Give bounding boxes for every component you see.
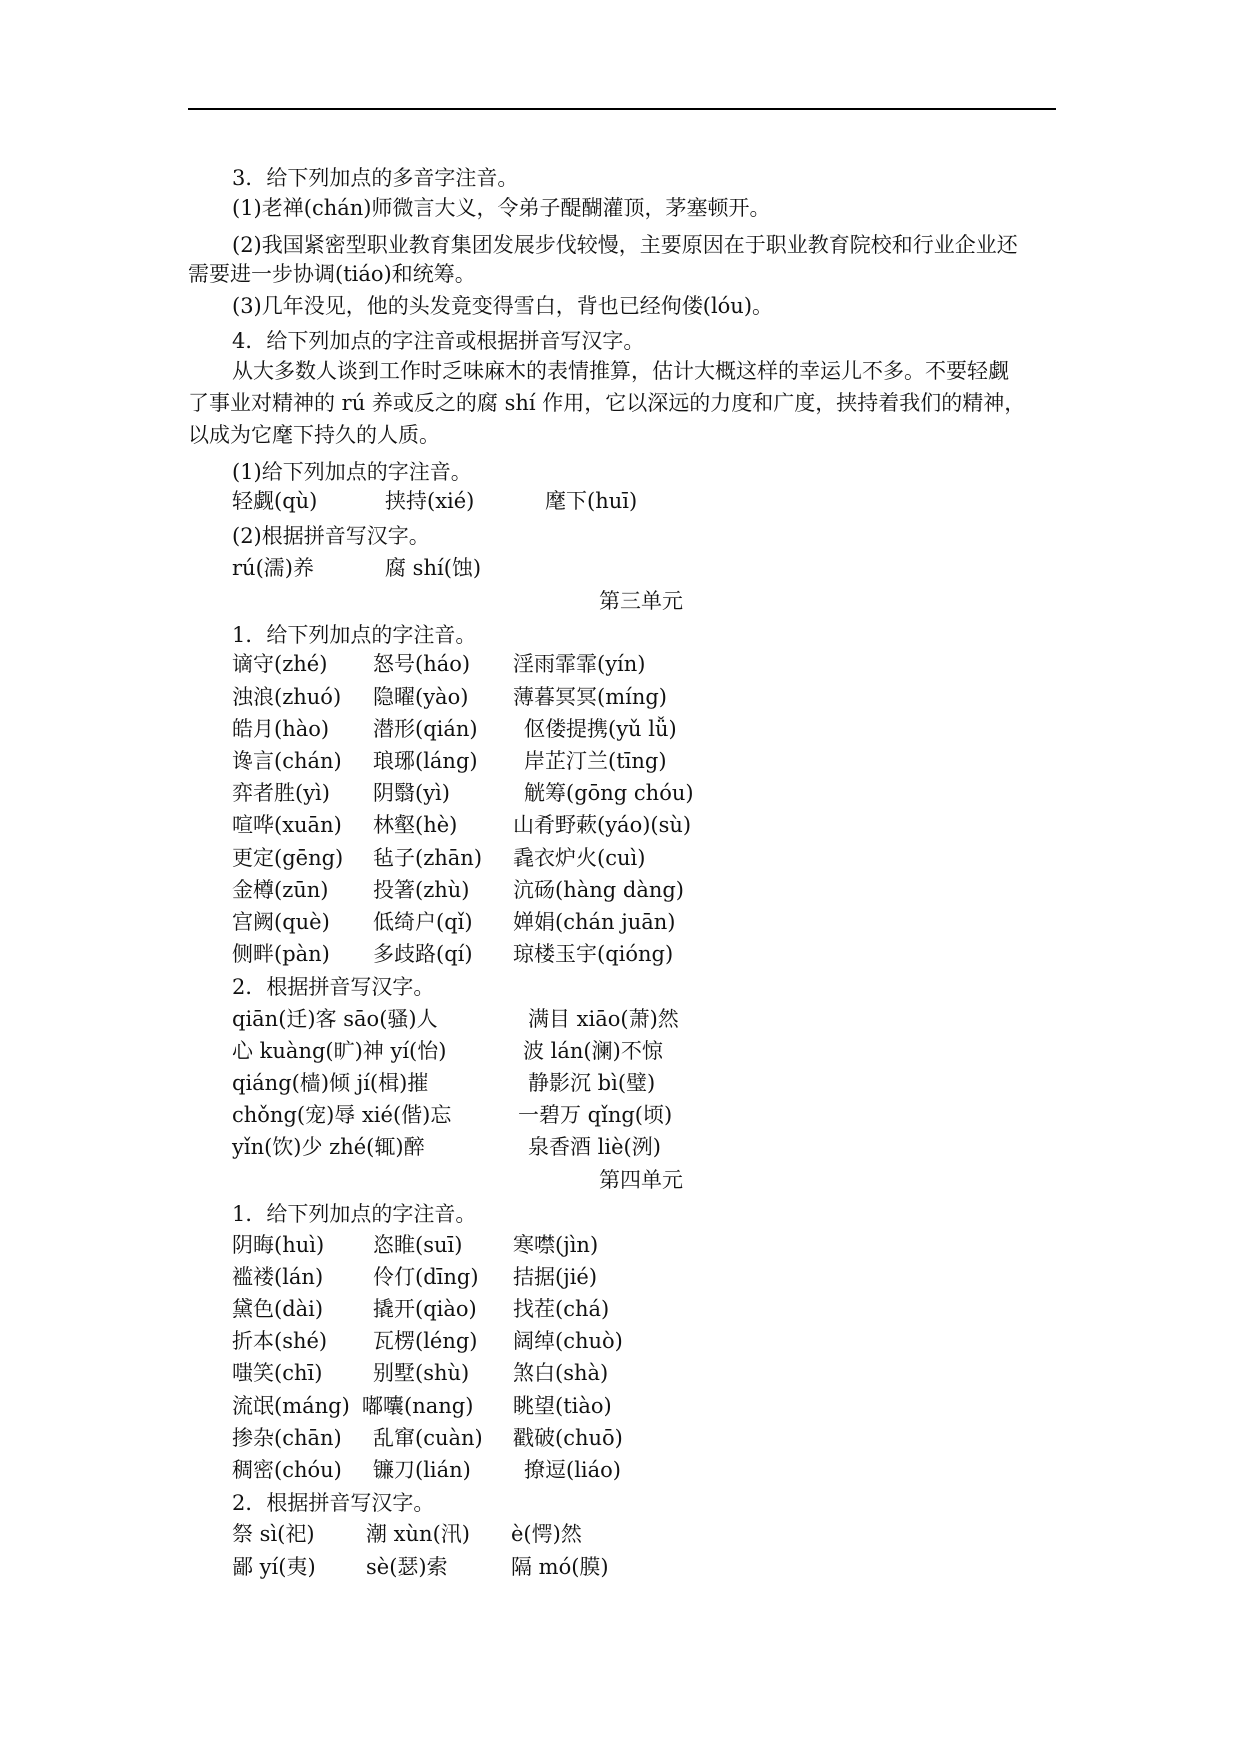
unit3-word: 低绮户(qǐ) xyxy=(373,910,473,934)
q4-title: 4．给下列加点的字注音或根据拼音写汉字。 xyxy=(232,329,645,353)
unit4-word: 伶仃(dīng) xyxy=(373,1265,479,1289)
unit4-word: 寒噤(jìn) xyxy=(513,1233,599,1257)
q4-passage-1: 从大多数人谈到工作时乏味麻木的表情推算，估计大概这样的幸运儿不多。不要轻觑 xyxy=(232,359,1009,383)
q4-sub-1: (1)给下列加点的字注音。 xyxy=(232,460,472,484)
unit3-word: 山肴野蔌(yáo)(sù) xyxy=(513,813,692,837)
unit3-word: 林壑(hè) xyxy=(373,813,458,837)
unit3-word: 宫阙(què) xyxy=(232,910,330,934)
unit3-pinyin-item: 泉香酒 liè(洌) xyxy=(528,1135,661,1159)
unit3-word: 毳衣炉火(cuì) xyxy=(513,846,646,870)
unit3-pinyin-item: qiáng(樯)倾 jí(楫)摧 xyxy=(232,1071,429,1095)
unit3-word: 淫雨霏霏(yín) xyxy=(513,652,646,676)
unit3-word: 喧哗(xuān) xyxy=(232,813,342,837)
unit3-word: 皓月(hào) xyxy=(232,717,330,741)
unit4-word: 阔绰(chuò) xyxy=(513,1329,623,1353)
q4-r2-item: 腐 shí(蚀) xyxy=(385,556,482,580)
unit4-word: 黛色(dài) xyxy=(232,1297,324,1321)
unit4-word: 拮据(jié) xyxy=(513,1265,598,1289)
unit4-word: 流氓(máng) xyxy=(232,1394,350,1418)
unit4-word: 别墅(shù) xyxy=(373,1361,470,1385)
q4-r1-item: 麾下(huī) xyxy=(545,489,638,513)
unit4-word: 褴褛(lán) xyxy=(232,1265,324,1289)
unit3-pinyin-item: 一碧万 qǐng(顷) xyxy=(518,1103,673,1127)
unit4-pinyin-item: 鄙 yí(夷) xyxy=(232,1555,316,1579)
unit3-word: 伛偻提携(yǔ lǚ) xyxy=(524,717,677,741)
unit3-q1-title: 1．给下列加点的字注音。 xyxy=(232,623,477,647)
unit3-pinyin-item: 心 kuàng(旷)神 yí(怡) xyxy=(232,1039,447,1063)
unit4-word: 稠密(chóu) xyxy=(232,1458,342,1482)
q3-line-2b: 需要进一步协调(tiáo)和统筹。 xyxy=(188,262,476,286)
unit4-q2-title: 2．根据拼音写汉字。 xyxy=(232,1491,435,1515)
unit3-word: 潜形(qián) xyxy=(373,717,478,741)
unit3-word: 谪守(zhé) xyxy=(232,652,328,676)
unit3-word: 琼楼玉宇(qióng) xyxy=(513,942,674,966)
unit4-word: 掺杂(chān) xyxy=(232,1426,342,1450)
unit3-pinyin-item: 满目 xiāo(萧)然 xyxy=(528,1007,679,1031)
unit3-pinyin-item: qiān(迁)客 sāo(骚)人 xyxy=(232,1007,438,1031)
unit4-word: 折本(shé) xyxy=(232,1329,328,1353)
unit3-heading: 第三单元 xyxy=(599,589,683,613)
unit3-word: 怒号(háo) xyxy=(373,652,471,676)
q4-r1-item: 挟持(xié) xyxy=(385,489,475,513)
q3-title: 3．给下列加点的多音字注音。 xyxy=(232,166,519,190)
unit4-word: 撩逗(liáo) xyxy=(524,1458,621,1482)
q3-line-1: (1)老禅(chán)师微言大义，令弟子醍醐灌顶，茅塞顿开。 xyxy=(232,196,771,220)
unit3-word: 觥筹(gōng chóu) xyxy=(524,781,694,805)
unit3-word: 沆砀(hàng dàng) xyxy=(513,878,685,902)
unit4-word: 撬开(qiào) xyxy=(373,1297,477,1321)
unit3-word: 毡子(zhān) xyxy=(373,846,483,870)
unit4-pinyin-item: è(愕)然 xyxy=(511,1522,582,1546)
unit4-q1-title: 1．给下列加点的字注音。 xyxy=(232,1202,477,1226)
unit4-word: 镰刀(lián) xyxy=(373,1458,471,1482)
unit4-pinyin-item: sè(瑟)索 xyxy=(366,1555,448,1579)
unit3-word: 投箸(zhù) xyxy=(373,878,470,902)
unit3-pinyin-item: 波 lán(澜)不惊 xyxy=(523,1039,663,1063)
unit4-word: 戳破(chuō) xyxy=(513,1426,623,1450)
unit3-word: 多歧路(qí) xyxy=(373,942,473,966)
unit3-word: 侧畔(pàn) xyxy=(232,942,330,966)
unit4-word: 嘟囔(nang) xyxy=(362,1394,474,1418)
unit4-word: 瓦楞(léng) xyxy=(373,1329,478,1353)
unit3-word: 更定(gēng) xyxy=(232,846,344,870)
q4-passage-2: 了事业对精神的 rú 养或反之的腐 shí 作用，它以深远的力度和广度，挟持着我们的精神， xyxy=(188,391,1026,415)
unit3-word: 隐曜(yào) xyxy=(373,685,469,709)
unit3-word: 弈者胜(yì) xyxy=(232,781,330,805)
q4-sub-2: (2)根据拼音写汉字。 xyxy=(232,524,430,548)
unit4-word: 恣睢(suī) xyxy=(373,1233,463,1257)
unit3-pinyin-item: chǒng(宠)辱 xié(偕)忘 xyxy=(232,1103,452,1127)
unit3-word: 浊浪(zhuó) xyxy=(232,685,342,709)
unit4-pinyin-item: 潮 xùn(汛) xyxy=(366,1522,470,1546)
unit3-q2-title: 2．根据拼音写汉字。 xyxy=(232,975,435,999)
q3-line-2a: (2)我国紧密型职业教育集团发展步伐较慢，主要原因在于职业教育院校和行业企业还 xyxy=(232,233,1018,257)
unit3-word: 阴翳(yì) xyxy=(373,781,450,805)
unit3-pinyin-item: 静影沉 bì(璧) xyxy=(528,1071,656,1095)
q4-r2-item: rú(濡)养 xyxy=(232,556,314,580)
unit4-pinyin-item: 隔 mó(膜) xyxy=(511,1555,609,1579)
unit4-word: 嗤笑(chī) xyxy=(232,1361,323,1385)
unit4-word: 眺望(tiào) xyxy=(513,1394,612,1418)
q3-line-3: (3)几年没见，他的头发竟变得雪白，背也已经佝偻(lóu)。 xyxy=(232,294,774,318)
q4-passage-3: 以成为它麾下持久的人质。 xyxy=(188,423,440,447)
q4-r1-item: 轻觑(qù) xyxy=(232,489,318,513)
header-rule xyxy=(188,108,1056,110)
unit3-pinyin-item: yǐn(饮)少 zhé(辄)醉 xyxy=(232,1135,425,1159)
unit4-heading: 第四单元 xyxy=(599,1168,683,1192)
unit3-word: 琅琊(láng) xyxy=(373,749,478,773)
unit4-pinyin-item: 祭 sì(祀) xyxy=(232,1522,315,1546)
unit4-word: 煞白(shà) xyxy=(513,1361,609,1385)
unit4-word: 找茬(chá) xyxy=(513,1297,610,1321)
unit4-word: 阴晦(huì) xyxy=(232,1233,325,1257)
unit3-word: 薄暮冥冥(míng) xyxy=(513,685,667,709)
unit3-word: 金樽(zūn) xyxy=(232,878,329,902)
unit3-word: 谗言(chán) xyxy=(232,749,342,773)
unit4-word: 乱窜(cuàn) xyxy=(373,1426,483,1450)
unit3-word: 婵娟(chán juān) xyxy=(513,910,676,934)
unit3-word: 岸芷汀兰(tīng) xyxy=(524,749,667,773)
